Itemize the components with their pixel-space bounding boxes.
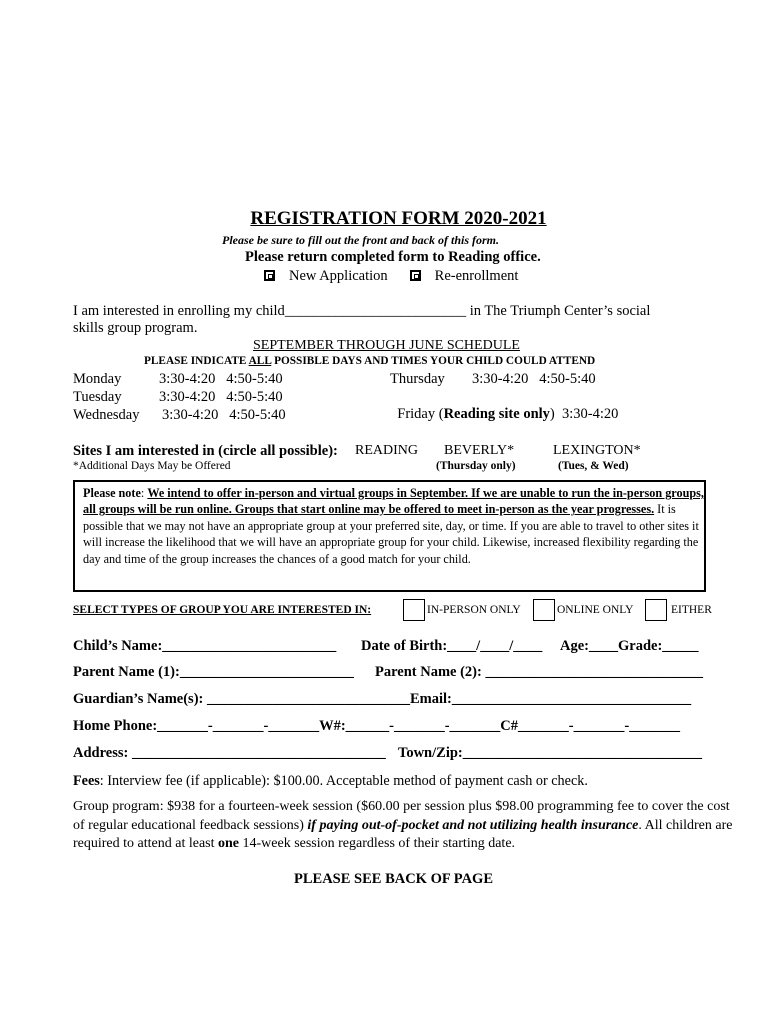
dob-field[interactable]: Date of Birth:____/____/____ [361,638,543,654]
child-name-blank[interactable]: _________________________ [284,303,467,319]
additional-days-note: *Additional Days May be Offered [73,460,231,472]
site-reading[interactable]: READING [355,443,418,458]
program-paragraph [73,798,735,854]
fees-label: Fees [73,773,100,789]
return-line: Please return completed form to Reading office. [245,249,541,265]
program-text-c: 14-week session regardless of their starting date. [239,836,516,851]
intro-text-b: in The Triumph Center’s social [469,303,651,319]
new-application-label: New Application [289,268,388,284]
note-colon: : [140,486,148,500]
fees-line [73,773,588,790]
schedule-times-wednesday[interactable]: 3:30-4:20 4:50-5:40 [162,407,286,423]
re-enrollment-label: Re-enrollment [434,268,519,284]
schedule-times-tuesday[interactable]: 3:30-4:20 4:50-5:40 [159,389,283,405]
indicate-all: ALL [248,355,272,367]
parent1-field[interactable]: Parent Name (1):________________________ [73,664,354,680]
schedule-day-monday: Monday [73,371,122,387]
schedule-day-thursday: Thursday [390,371,445,387]
instruction-text: Please be sure to fill out the front and back of this form [222,233,497,247]
in-person-checkbox[interactable] [403,599,425,621]
beverly-note: (Thursday only) [436,460,516,472]
intro-line-2: skills group program. [73,320,198,336]
intro-text-a: I am interested in enrolling my child [73,303,285,319]
see-back-of-page: PLEASE SEE BACK OF PAGE [294,871,494,887]
site-beverly[interactable]: BEVERLY* [444,443,515,458]
online-checkbox[interactable] [533,599,555,621]
program-insurance: if paying out-of-pocket and not utilizing health insurance [307,817,639,833]
parent2-field[interactable]: Parent Name (2): ______________________________ [375,664,703,680]
town-zip-field[interactable]: Town/Zip:_________________________________ [398,745,702,761]
friday-reading-only: Reading site only [443,406,550,422]
group-type-label: SELECT TYPES OF GROUP YOU ARE INTERESTED IN: [73,604,372,616]
lexington-note: (Tues, & Wed) [558,460,629,472]
either-label: EITHER [671,604,712,616]
schedule-indicate [144,355,595,367]
phone-field[interactable]: Home Phone:_______-_______-_______W#:______-_______-_______C#_______-_______-_______ [73,718,680,734]
friday-b: ) 3:30-4:20 [549,406,619,422]
re-enrollment-checkbox[interactable] [410,270,421,281]
in-person-label: IN-PERSON ONLY [427,604,521,616]
fees-text: : Interview fee (if applicable): $100.00. Acceptable method of payment cash or check. [99,773,588,789]
instruction-line: Please be sure to fill out the front and back of this form. [222,233,500,247]
new-application-checkbox[interactable] [264,270,275,281]
schedule-friday[interactable] [390,389,618,423]
schedule-day-wednesday: Wednesday [73,407,140,423]
form-title: REGISTRATION FORM 2020-2021 [250,208,547,229]
program-text-a: Group program: $938 for a fourteen-week session ($60.00 per session plus $98.00 programming fee to cover the cost of regular educational feedback sessions) [73,799,730,833]
application-type [264,268,518,285]
program-one: one [218,836,239,851]
either-checkbox[interactable] [645,599,667,621]
friday-a: Friday ( [397,406,444,422]
site-lexington[interactable]: LEXINGTON* [553,443,641,458]
note-underlined: We intend to offer in-person and virtual groups in September. If we are unable to run the in-person groups, all groups will be run online. Groups that start online may be offered to meet in-person as the year progresses. [83,486,704,517]
indicate-b: POSSIBLE DAYS AND TIMES YOUR CHILD COULD ATTEND [271,355,596,367]
address-field[interactable]: Address: ___________________________________ [73,745,386,761]
schedule-times-thursday[interactable]: 3:30-4:20 4:50-5:40 [472,371,596,387]
program-text-b: . All children are required to attend at least [73,817,733,851]
child-name-field[interactable]: Child’s Name:________________________ [73,638,337,654]
intro-line-1 [73,303,650,320]
indicate-a: PLEASE INDICATE [144,355,249,367]
schedule-day-tuesday: Tuesday [73,389,122,405]
note-lead: Please note [83,486,141,500]
schedule-times-monday[interactable]: 3:30-4:20 4:50-5:40 [159,371,283,387]
note-rest: It is possible that we may not have an appropriate group at your preferred site, day, or time. If you are able to travel to other sites it will increase the likelihood that we will have an appropriate group for your child. Likewise, increased flexibility regarding the day and time of the group increases the chances of a good match for your child. [83,502,699,566]
schedule-heading: SEPTEMBER THROUGH JUNE SCHEDULE [253,338,520,353]
sites-label: Sites I am interested in (circle all possible): [73,443,338,459]
note-text [83,485,705,567]
online-label: ONLINE ONLY [557,604,634,616]
age-grade-field[interactable]: Age:____Grade:_____ [560,638,699,654]
guardian-email-field[interactable]: Guardian’s Name(s): ____________________________Email:_________________________________ [73,691,692,707]
